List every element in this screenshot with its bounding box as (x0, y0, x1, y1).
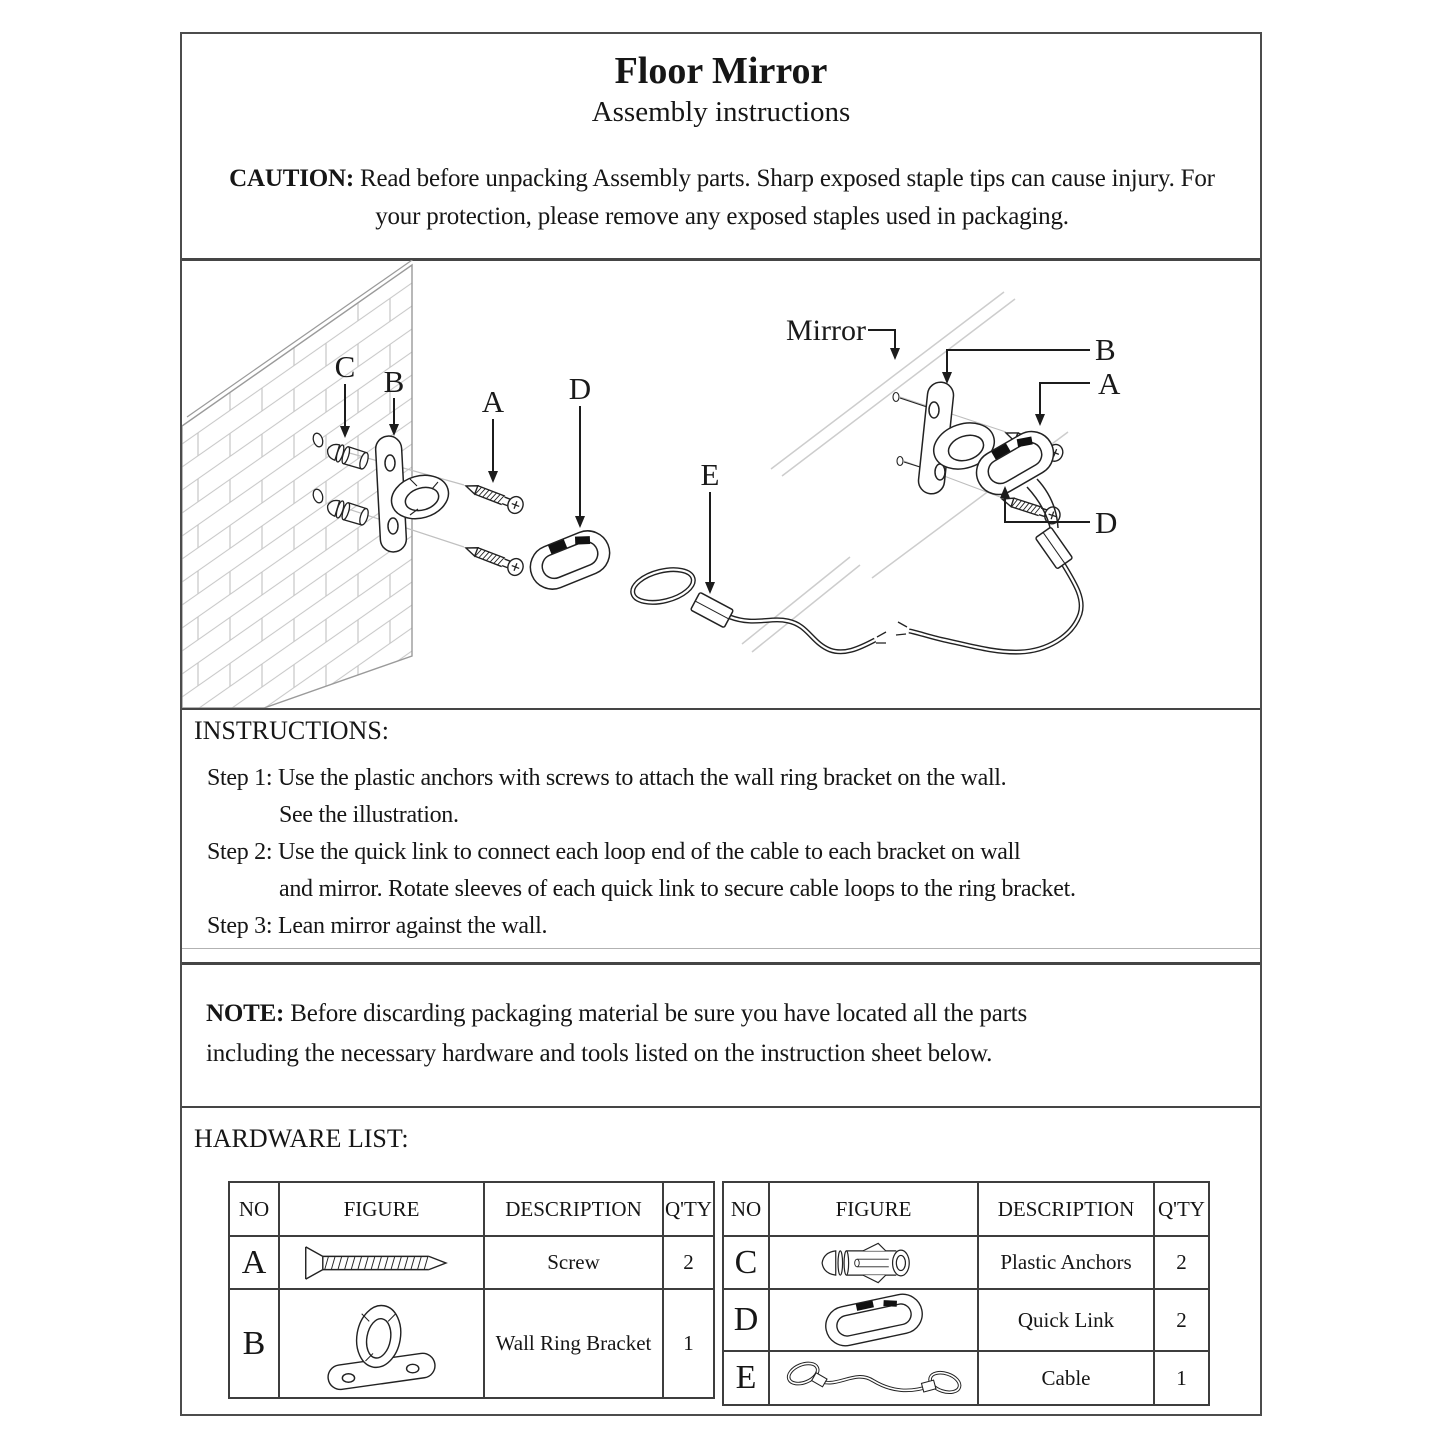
table-row (723, 1236, 1209, 1289)
table-row (723, 1351, 1209, 1405)
label-a-right: A (1098, 366, 1121, 401)
label-a: A (481, 384, 505, 419)
screws-illustration-left (463, 478, 526, 578)
instruction-steps (207, 760, 1254, 945)
caution-paragraph (220, 160, 1224, 236)
table-header-row (723, 1182, 1209, 1236)
row-b-figure-cell (279, 1289, 484, 1398)
section-divider (182, 1106, 1260, 1108)
row-b-no: B (229, 1289, 279, 1398)
hardware-list-heading: HARDWARE LIST: (194, 1124, 409, 1153)
step-1-label: Step 1: (207, 765, 273, 791)
step-3-text: Lean mirror against the wall. (277, 913, 548, 939)
label-e: E (700, 457, 720, 492)
plastic-anchor-figure (810, 1238, 938, 1288)
col-header-description: DESCRIPTION (484, 1182, 663, 1236)
page-title: Floor Mirror (614, 50, 828, 92)
hardware-table-left (228, 1181, 715, 1399)
step-2-continuation: and mirror. Rotate sleeves of each quick link to secure cable loops to the ring bracket. (279, 876, 1076, 902)
instructions-heading: INSTRUCTIONS: (194, 716, 390, 745)
note-line-2: including the necessary hardware and tools listed on the instruction sheet below. (206, 1040, 993, 1067)
hardware-table-right (722, 1181, 1210, 1406)
label-mirror: Mirror (786, 314, 866, 347)
row-c-no: C (723, 1236, 769, 1289)
caution-text: Read before unpacking Assembly parts. Sharp exposed staple tips can cause injury. For your protection, please remove any exposed staples used in packaging. (360, 165, 1215, 230)
row-a-qty: 2 (663, 1236, 714, 1289)
label-d-right: D (1095, 505, 1118, 540)
page-subtitle: Assembly instructions (591, 96, 851, 128)
label-c: C (334, 349, 356, 384)
step-3-line (207, 908, 1254, 945)
note-line-1 (206, 994, 1236, 1034)
col-header-qty: Q'TY (663, 1182, 714, 1236)
row-e-qty: 1 (1154, 1351, 1209, 1405)
step-2-label: Step 2: (207, 839, 273, 865)
wall-ring-bracket-illustration (375, 435, 454, 552)
cable-illustration-left (629, 564, 886, 652)
row-b-description: Wall Ring Bracket (484, 1289, 663, 1398)
table-header-row (229, 1182, 714, 1236)
row-e-figure-cell (769, 1351, 978, 1405)
note-text-1: Before discarding packaging material be sure you have located all the parts (290, 1000, 1028, 1027)
col-header-no: NO (723, 1182, 769, 1236)
row-c-figure-cell (769, 1236, 978, 1289)
row-e-no: E (723, 1351, 769, 1405)
row-b-qty: 1 (663, 1289, 714, 1398)
quick-link-figure (809, 1290, 939, 1350)
label-b-right: B (1095, 332, 1116, 367)
step-2-line (207, 834, 1254, 871)
row-a-description: Screw (484, 1236, 663, 1289)
col-header-no: NO (229, 1182, 279, 1236)
row-d-description: Quick Link (978, 1289, 1154, 1351)
step-1-continuation: See the illustration. (279, 802, 459, 828)
step-2-text: Use the quick link to connect each loop end of the cable to each bracket on wall (277, 839, 1021, 865)
row-d-qty: 2 (1154, 1289, 1209, 1351)
row-d-figure-cell (769, 1289, 978, 1351)
col-header-figure: FIGURE (769, 1182, 978, 1236)
caution-label: CAUTION: (229, 165, 354, 192)
row-e-description: Cable (978, 1351, 1154, 1405)
table-row (229, 1289, 714, 1398)
step-1-line (207, 760, 1254, 797)
note-label: NOTE: (206, 1000, 285, 1027)
step-1-text: Use the plastic anchors with screws to attach the wall ring bracket on the wall. (277, 765, 1007, 791)
instruction-sheet (180, 32, 1262, 1416)
table-row (723, 1289, 1209, 1351)
col-header-qty: Q'TY (1154, 1182, 1209, 1236)
row-c-description: Plastic Anchors (978, 1236, 1154, 1289)
row-c-qty: 2 (1154, 1236, 1209, 1289)
note-paragraph (206, 994, 1236, 1074)
step-3-label: Step 3: (207, 913, 273, 939)
title-block (182, 50, 1260, 129)
col-header-description: DESCRIPTION (978, 1182, 1154, 1236)
cable-figure (774, 1352, 974, 1404)
row-d-no: D (723, 1289, 769, 1351)
section-divider (182, 962, 1260, 965)
row-a-no: A (229, 1236, 279, 1289)
quick-link-illustration-left (524, 524, 617, 596)
screw-figure (292, 1245, 472, 1281)
wall-ring-bracket-figure (318, 1293, 446, 1395)
label-b: B (383, 364, 405, 399)
row-a-figure-cell (279, 1236, 484, 1289)
table-row (229, 1236, 714, 1289)
cable-illustration-right (896, 479, 1081, 652)
section-divider (182, 708, 1260, 710)
assembly-diagram (182, 260, 1260, 708)
thin-divider (182, 948, 1260, 949)
col-header-figure: FIGURE (279, 1182, 484, 1236)
label-d: D (568, 371, 592, 406)
